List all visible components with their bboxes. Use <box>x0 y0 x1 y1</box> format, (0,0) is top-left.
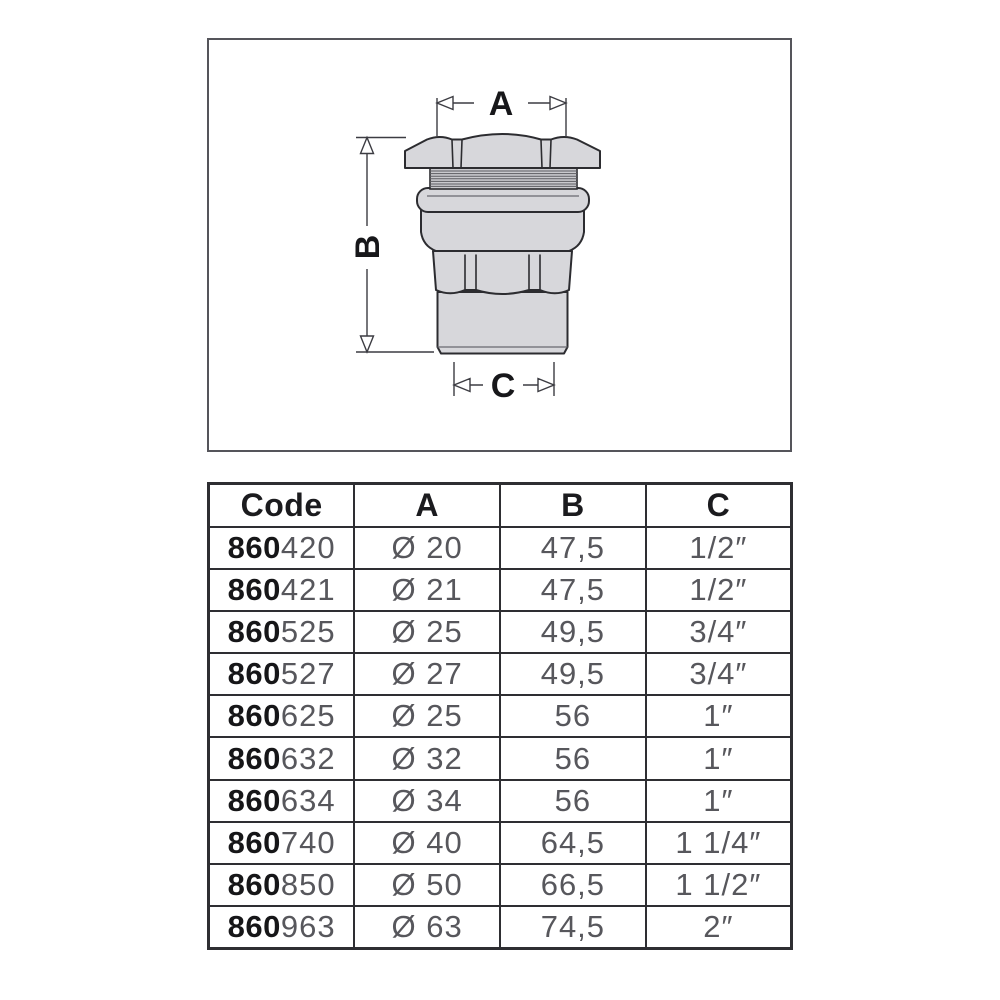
cell-a: Ø 40 <box>354 822 500 864</box>
table-row <box>209 653 792 695</box>
cell-a: Ø 50 <box>354 864 500 906</box>
cell-c: 1 1/4″ <box>646 822 792 864</box>
body-bell <box>421 210 584 251</box>
cell-a: Ø 63 <box>354 906 500 949</box>
code-suffix: 625 <box>280 698 336 734</box>
cell-b: 74,5 <box>500 906 646 949</box>
code-suffix: 632 <box>280 740 336 776</box>
cell-code <box>209 780 355 822</box>
table-header-row <box>209 484 792 528</box>
cell-b: 56 <box>500 737 646 779</box>
cell-a: Ø 27 <box>354 653 500 695</box>
cell-b: 49,5 <box>500 653 646 695</box>
cell-code <box>209 737 355 779</box>
outlet-cylinder <box>438 292 568 354</box>
cell-code <box>209 822 355 864</box>
cell-b: 56 <box>500 695 646 737</box>
cell-code <box>209 864 355 906</box>
collar-ring <box>417 188 589 212</box>
spec-table <box>207 482 793 950</box>
code-prefix: 860 <box>227 908 281 944</box>
code-prefix: 860 <box>227 866 281 902</box>
thread-lines <box>430 171 577 186</box>
cell-a: Ø 20 <box>354 527 500 569</box>
cell-a: Ø 21 <box>354 569 500 611</box>
code-prefix: 860 <box>227 614 281 650</box>
cell-code <box>209 527 355 569</box>
cell-c: 3/4″ <box>646 653 792 695</box>
code-prefix: 860 <box>227 782 281 818</box>
table-row <box>209 527 792 569</box>
column-header-a: A <box>354 484 500 528</box>
code-prefix: 860 <box>227 824 281 860</box>
hex-mid-section <box>433 251 572 294</box>
column-header-b: B <box>500 484 646 528</box>
dim-c <box>454 362 554 405</box>
column-header-code: Code <box>209 484 355 528</box>
cell-code <box>209 569 355 611</box>
cell-b: 49,5 <box>500 611 646 653</box>
code-suffix: 525 <box>280 614 336 650</box>
cell-code <box>209 695 355 737</box>
table-row <box>209 906 792 949</box>
cell-c: 1/2″ <box>646 527 792 569</box>
table-row <box>209 864 792 906</box>
table-row <box>209 611 792 653</box>
code-prefix: 860 <box>227 740 281 776</box>
fitting-technical-drawing <box>0 0 1000 470</box>
dimension-label-c: C <box>490 367 516 405</box>
column-header-c: C <box>646 484 792 528</box>
code-prefix: 860 <box>227 530 281 566</box>
cell-b: 47,5 <box>500 527 646 569</box>
table-row <box>209 737 792 779</box>
dim-a <box>437 85 566 136</box>
code-suffix: 634 <box>280 782 336 818</box>
cell-c: 3/4″ <box>646 611 792 653</box>
cell-a: Ø 34 <box>354 780 500 822</box>
code-suffix: 421 <box>280 572 336 608</box>
code-suffix: 740 <box>280 824 336 860</box>
cell-b: 47,5 <box>500 569 646 611</box>
dimension-label-b: B <box>349 234 387 260</box>
dim-b <box>349 138 434 353</box>
table-row <box>209 569 792 611</box>
cell-a: Ø 25 <box>354 611 500 653</box>
cell-c: 1″ <box>646 695 792 737</box>
code-suffix: 527 <box>280 656 336 692</box>
hex-cap-nut <box>405 134 600 168</box>
code-prefix: 860 <box>227 572 281 608</box>
cell-a: Ø 32 <box>354 737 500 779</box>
cell-a: Ø 25 <box>354 695 500 737</box>
cell-c: 1 1/2″ <box>646 864 792 906</box>
cell-b: 64,5 <box>500 822 646 864</box>
cell-code <box>209 611 355 653</box>
cell-c: 1/2″ <box>646 569 792 611</box>
code-suffix: 963 <box>280 908 336 944</box>
table-row <box>209 822 792 864</box>
cell-c: 1″ <box>646 737 792 779</box>
cell-b: 56 <box>500 780 646 822</box>
cell-c: 1″ <box>646 780 792 822</box>
table-row <box>209 695 792 737</box>
cell-c: 2″ <box>646 906 792 949</box>
cell-code <box>209 906 355 949</box>
code-suffix: 850 <box>280 866 336 902</box>
cell-code <box>209 653 355 695</box>
code-prefix: 860 <box>227 656 281 692</box>
code-suffix: 420 <box>280 530 336 566</box>
dimension-label-a: A <box>488 85 514 123</box>
code-prefix: 860 <box>227 698 281 734</box>
table-row <box>209 780 792 822</box>
cell-b: 66,5 <box>500 864 646 906</box>
